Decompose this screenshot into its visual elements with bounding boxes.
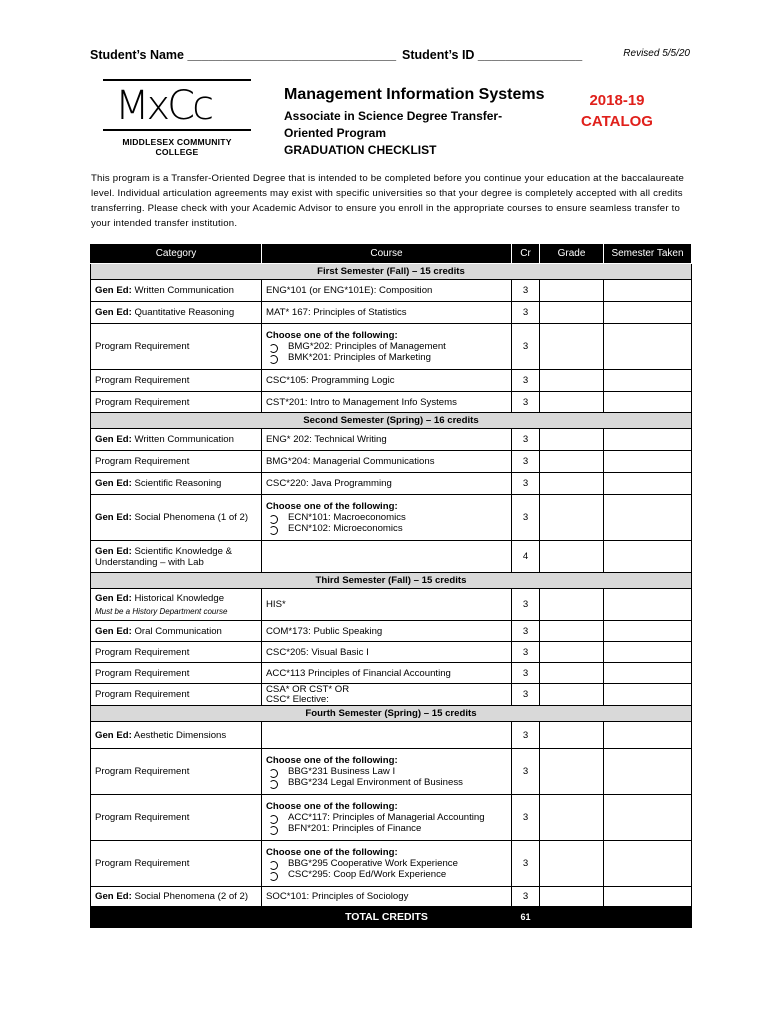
credit-cell: 3 [512,495,540,541]
table-row [91,749,692,795]
grade-cell[interactable] [540,621,604,642]
table-row [91,722,692,749]
semester-taken-cell[interactable] [604,663,692,684]
semester-taken-cell[interactable] [604,642,692,663]
semester-taken-cell[interactable] [604,473,692,495]
choose-label: Choose one of the following: [266,501,398,512]
course-option[interactable]: BMK*201: Principles of Marketing [266,352,507,363]
semester-heading: Second Semester (Spring) – 16 credits [91,413,692,429]
table-row [91,429,692,451]
course-cell [262,795,512,841]
course-cell [262,749,512,795]
category-cell: Program Requirement [91,642,262,663]
table-row [91,621,692,642]
credit-cell: 3 [512,642,540,663]
choose-label: Choose one of the following: [266,847,398,858]
credit-cell: 3 [512,324,540,370]
table-row [91,795,692,841]
category-cell: Gen Ed: Social Phenomena (1 of 2) [91,495,262,541]
grade-cell[interactable] [540,429,604,451]
course-option[interactable]: BBG*234 Legal Environment of Business [266,777,507,788]
category-cell: Program Requirement [91,451,262,473]
category-cell: Gen Ed: Quantitative Reasoning [91,302,262,324]
table-row [91,302,692,324]
credit-cell: 3 [512,392,540,413]
category-cell: Program Requirement [91,749,262,795]
category-cell: Gen Ed: Aesthetic Dimensions [91,722,262,749]
course-cell[interactable] [262,722,512,749]
course-cell [262,841,512,887]
course-cell: CSC*205: Visual Basic I [262,642,512,663]
course-cell[interactable] [262,541,512,573]
grade-cell[interactable] [540,841,604,887]
table-row [91,684,692,706]
course-cell: ENG*101 (or ENG*101E): Composition [262,280,512,302]
credit-cell: 3 [512,795,540,841]
choose-label: Choose one of the following: [266,755,398,766]
grade-cell[interactable] [540,795,604,841]
semester-taken-cell[interactable] [604,495,692,541]
semester-taken-cell[interactable] [604,280,692,302]
category-cell: Gen Ed: Scientific Knowledge & Understanding – with Lab [91,541,262,573]
semester-heading: First Semester (Fall) – 15 credits [91,264,692,280]
grade-cell[interactable] [540,541,604,573]
header-grade: Grade [540,244,604,264]
category-cell: Program Requirement [91,324,262,370]
credit-cell: 3 [512,302,540,324]
degree-type: Associate in Science Degree Transfer-Oriented Program [284,109,503,140]
semester-taken-cell[interactable] [604,392,692,413]
category-cell: Program Requirement [91,841,262,887]
credit-cell: 3 [512,722,540,749]
catalog-badge [567,90,667,132]
table-row [91,663,692,684]
table-row [91,541,692,573]
category-cell: Program Requirement [91,795,262,841]
credit-cell: 3 [512,684,540,706]
semester-taken-cell[interactable] [604,722,692,749]
course-cell: CSC*220: Java Programming [262,473,512,495]
table-row [91,451,692,473]
total-credits-row [91,907,692,928]
program-title: Management Information Systems [284,86,545,103]
grade-cell[interactable] [540,302,604,324]
header-cr: Cr [512,244,540,264]
semester-taken-cell[interactable] [604,621,692,642]
course-cell: CST*201: Intro to Management Info Systems [262,392,512,413]
table-row [91,589,692,621]
category-cell: Program Requirement [91,684,262,706]
catalog-year: 2018-19 [589,92,645,109]
choose-label: Choose one of the following: [266,801,398,812]
grade-cell[interactable] [540,722,604,749]
table-header-row [91,244,692,264]
course-cell: COM*173: Public Speaking [262,621,512,642]
course-cell: SOC*101: Principles of Sociology [262,887,512,907]
grade-cell[interactable] [540,280,604,302]
semester-taken-cell[interactable] [604,589,692,621]
credit-cell: 3 [512,280,540,302]
college-name: MIDDLESEX COMMUNITY COLLEGE [122,137,232,157]
semester-heading: Fourth Semester (Spring) – 15 credits [91,706,692,722]
course-option[interactable]: BBG*231 Business Law I [266,766,507,777]
credit-cell: 3 [512,887,540,907]
course-cell: MAT* 167: Principles of Statistics [262,302,512,324]
header-semester-taken: Semester Taken [604,244,692,264]
credit-cell: 3 [512,749,540,795]
program-subtitle [284,108,524,159]
course-option[interactable]: ECN*102: Microeconomics [266,523,507,534]
grade-cell[interactable] [540,589,604,621]
semester-taken-cell[interactable] [604,429,692,451]
table-row [91,473,692,495]
grade-cell[interactable] [540,887,604,907]
category-cell: Gen Ed: Historical Knowledge Must be a History Department course [91,589,262,621]
category-cell: Gen Ed: Oral Communication [91,621,262,642]
semester-taken-cell[interactable] [604,541,692,573]
catalog-label: CATALOG [581,113,653,130]
credit-cell: 3 [512,621,540,642]
credit-cell: 3 [512,841,540,887]
semester-taken-cell[interactable] [604,684,692,706]
total-credits-value: 61 [512,907,540,928]
credit-cell: 3 [512,451,540,473]
grade-cell[interactable] [540,370,604,392]
category-cell: Gen Ed: Scientific Reasoning [91,473,262,495]
credit-cell: 3 [512,473,540,495]
college-logo [103,79,251,155]
header-category: Category [91,244,262,264]
table-row [91,887,692,907]
semester-taken-cell[interactable] [604,370,692,392]
credit-cell: 3 [512,429,540,451]
course-cell [262,495,512,541]
table-row [91,324,692,370]
category-cell: Gen Ed: Written Communication [91,280,262,302]
semester-taken-cell[interactable] [604,795,692,841]
student-name-field[interactable]: Student’s Name ______________________________ [90,48,397,62]
semester-taken-cell[interactable] [604,302,692,324]
course-cell: CSC*105: Programming Logic [262,370,512,392]
semester-taken-cell[interactable] [604,749,692,795]
header-course: Course [262,244,512,264]
category-cell: Gen Ed: Written Communication [91,429,262,451]
logo-mark [103,79,251,131]
credit-cell: 3 [512,663,540,684]
table-row [91,392,692,413]
category-cell: Program Requirement [91,392,262,413]
grade-cell[interactable] [540,663,604,684]
checklist-heading: GRADUATION CHECKLIST [284,143,437,157]
grade-cell[interactable] [540,642,604,663]
grade-cell[interactable] [540,495,604,541]
credit-cell: 3 [512,589,540,621]
grade-cell[interactable] [540,684,604,706]
intro-paragraph: This program is a Transfer-Oriented Degree that is intended to be completed before you continue your education at the baccalaureate level. Individual articulation agreements may exist with specific universities so that your degree is completely accepted with all credits transferring. Please check with your Academic Advisor to ensure you enroll in the appropriate courses to ensure seamless transfer to your intended transfer institution. [91,173,685,229]
course-cell: ACC*113 Principles of Financial Accounting [262,663,512,684]
grade-cell[interactable] [540,392,604,413]
logo-letters: MxCc [115,83,212,129]
course-option[interactable]: BMG*202: Principles of Management [266,341,507,352]
category-cell: Program Requirement [91,663,262,684]
table-row [91,642,692,663]
course-cell [262,324,512,370]
course-cell: BMG*204: Managerial Communications [262,451,512,473]
course-option[interactable]: BFN*201: Principles of Finance [266,823,507,834]
course-option[interactable]: ACC*117: Principles of Managerial Accounting [266,812,507,823]
table-row [91,370,692,392]
semester-taken-cell[interactable] [604,841,692,887]
total-credits-label: TOTAL CREDITS [262,907,512,928]
table-row [91,280,692,302]
graduation-checklist-table [90,243,692,928]
table-row [91,841,692,887]
grade-cell[interactable] [540,451,604,473]
category-note: Must be a History Department course [95,607,228,616]
revised-date: Revised 5/5/20 [623,48,690,59]
table-row [91,495,692,541]
semester-taken-cell[interactable] [604,324,692,370]
semester-taken-cell[interactable] [604,451,692,473]
course-cell[interactable]: HIS* [262,589,512,621]
course-option[interactable]: ECN*101: Macroeconomics [266,512,507,523]
category-cell: Program Requirement [91,370,262,392]
grade-cell[interactable] [540,473,604,495]
course-option[interactable]: BBG*295 Cooperative Work Experience [266,858,507,869]
course-option[interactable]: CSC*295: Coop Ed/Work Experience [266,869,507,880]
credit-cell: 4 [512,541,540,573]
grade-cell[interactable] [540,324,604,370]
student-id-field[interactable]: Student’s ID _______________ [402,48,583,62]
course-cell[interactable]: CSA* OR CST* OR CSC* Elective: [262,684,512,706]
course-cell: ENG* 202: Technical Writing [262,429,512,451]
credit-cell: 3 [512,370,540,392]
semester-taken-cell[interactable] [604,887,692,907]
grade-cell[interactable] [540,749,604,795]
student-info-line [90,48,690,64]
category-cell: Gen Ed: Social Phenomena (2 of 2) [91,887,262,907]
semester-heading: Third Semester (Fall) – 15 credits [91,573,692,589]
choose-label: Choose one of the following: [266,330,398,341]
